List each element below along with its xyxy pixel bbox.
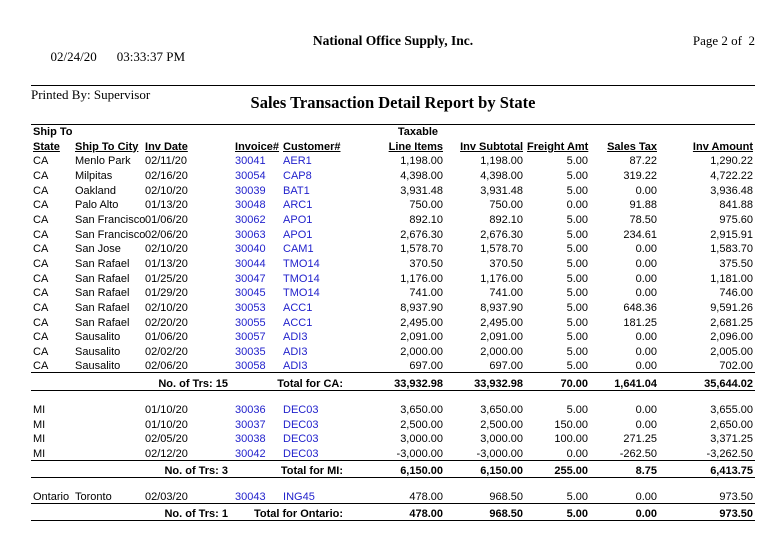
cell-state: CA	[33, 302, 49, 315]
invoice-link[interactable]: 30043	[235, 490, 266, 503]
cell-freight: 5.00	[566, 243, 589, 256]
section-spacer	[31, 390, 755, 401]
table-row	[31, 329, 755, 344]
customer-link[interactable]: DEC03	[283, 447, 319, 460]
cell-tax: 0.00	[635, 258, 658, 270]
cell-tax: 0.00	[635, 184, 658, 197]
cell-subtotal: 2,500.00	[480, 418, 524, 431]
cell-city: Sausalito	[75, 346, 121, 359]
cell-tax: 271.25	[623, 433, 658, 446]
cell-amount: 841.88	[719, 199, 754, 212]
customer-link[interactable]: TMO14	[283, 272, 320, 285]
cell-amount: 746.00	[719, 287, 754, 300]
cell-city	[73, 445, 143, 460]
col-header-state: State	[33, 140, 60, 153]
print-datetime	[31, 33, 246, 81]
cell-state: CA	[33, 360, 49, 373]
cell-tax: 0.00	[635, 243, 658, 256]
cell-subtotal: 3,000.00	[480, 433, 524, 446]
section-total-row	[31, 373, 755, 391]
cell-tax: 0.00	[635, 346, 658, 359]
report-subheader	[31, 86, 755, 122]
cell-state: CA	[33, 331, 49, 344]
cell-subtotal: 2,091.00	[480, 331, 524, 344]
cell-city: Sausalito	[75, 360, 121, 373]
table-row	[31, 226, 755, 241]
cell-subtotal: 3,931.48	[480, 184, 524, 197]
col-header-customer: Customer#	[283, 140, 341, 153]
cell-date: 01/29/20	[145, 287, 188, 300]
cell-freight: 5.00	[566, 490, 589, 503]
company-name: National Office Supply, Inc.	[312, 33, 474, 48]
col-header-taxable: Taxable	[397, 125, 439, 138]
cell-freight: 5.00	[566, 331, 589, 344]
table-row	[31, 182, 755, 197]
print-date: 02/24/20	[50, 49, 97, 64]
col-header-sales-tax: Sales Tax	[607, 140, 658, 153]
total-inv-amount: 35,644.02	[659, 373, 755, 391]
total-line-items: 33,932.98	[345, 373, 445, 391]
col-header-freight: Freight Amt	[527, 140, 589, 153]
invoice-link[interactable]: 30045	[235, 287, 266, 300]
cell-city: Menlo Park	[75, 155, 131, 168]
invoice-link[interactable]: 30040	[235, 243, 266, 256]
cell-line_items: 2,000.00	[400, 346, 444, 359]
cell-subtotal: 2,000.00	[480, 346, 524, 359]
cell-freight: 100.00	[554, 433, 589, 446]
cell-state: MI	[33, 447, 46, 460]
customer-link[interactable]: AER1	[283, 155, 312, 168]
cell-city	[73, 401, 143, 416]
cell-tax: 0.00	[635, 404, 658, 416]
cell-tax: 0.00	[635, 490, 658, 503]
cell-freight: 5.00	[566, 258, 589, 270]
cell-amount: 2,681.25	[710, 316, 754, 329]
table-row	[31, 197, 755, 212]
section-total-row	[31, 460, 755, 478]
customer-link[interactable]: ADI3	[283, 360, 308, 373]
cell-state: MI	[33, 418, 46, 431]
cell-tax: 319.22	[623, 169, 658, 182]
cell-freight: 5.00	[566, 316, 589, 329]
customer-link[interactable]: ARC1	[283, 199, 313, 212]
cell-line_items: 3,000.00	[400, 433, 444, 446]
cell-line_items: 3,650.00	[400, 404, 444, 416]
report-title: Sales Transaction Detail Report by State	[250, 93, 536, 112]
invoice-link[interactable]: 30058	[235, 360, 266, 373]
total-freight: 70.00	[525, 373, 590, 391]
cell-tax: 181.25	[623, 316, 658, 329]
cell-amount: 9,591.26	[710, 302, 754, 315]
cell-freight: 5.00	[566, 184, 589, 197]
cell-date: 02/10/20	[145, 243, 188, 256]
table-row	[31, 314, 755, 329]
cell-amount: 1,181.00	[710, 272, 754, 285]
cell-city: San Rafael	[75, 302, 130, 315]
cell-city: San Rafael	[75, 258, 130, 270]
cell-freight: 150.00	[554, 418, 589, 431]
cell-line_items: 2,500.00	[400, 418, 444, 431]
col-header-city: Ship To City	[75, 140, 139, 153]
page-number: Page 2 of 2	[692, 33, 755, 48]
cell-line_items: 1,578.70	[400, 243, 444, 256]
header-row	[31, 138, 755, 153]
cell-amount: 4,722.22	[710, 169, 754, 182]
cell-date: 02/10/20	[145, 302, 188, 315]
cell-tax: 78.50	[629, 213, 658, 226]
table-row	[31, 241, 755, 256]
cell-line_items: 478.00	[409, 490, 444, 503]
table-row	[31, 343, 755, 358]
cell-date: 02/16/20	[145, 169, 188, 182]
cell-freight: 5.00	[566, 213, 589, 226]
total-freight: 255.00	[525, 460, 590, 478]
cell-tax: 0.00	[635, 331, 658, 344]
cell-state: CA	[33, 184, 49, 197]
invoice-link[interactable]: 30062	[235, 213, 266, 226]
col-header-invoice: Invoice#	[235, 140, 280, 153]
cell-amount: 1,583.70	[710, 243, 754, 256]
customer-link[interactable]: APO1	[283, 228, 313, 241]
cell-state: CA	[33, 346, 49, 359]
table-row	[31, 153, 755, 168]
cell-amount: -3,262.50	[706, 447, 754, 460]
cell-line_items: 1,176.00	[400, 272, 444, 285]
cell-subtotal: -3,000.00	[476, 447, 524, 460]
cell-subtotal: 4,398.00	[480, 169, 524, 182]
cell-state: CA	[33, 258, 49, 270]
cell-tax: 648.36	[623, 302, 658, 315]
section-total-label: Total for MI:	[233, 460, 345, 478]
cell-date: 01/13/20	[145, 258, 188, 270]
invoice-link[interactable]: 30036	[235, 404, 266, 416]
table-row	[31, 416, 755, 431]
cell-line_items: -3,000.00	[396, 447, 444, 460]
cell-date: 02/12/20	[145, 447, 188, 460]
cell-state: CA	[33, 155, 49, 168]
total-subtotal: 968.50	[445, 503, 525, 521]
col-header-ship-to: Ship To	[33, 125, 73, 138]
cell-subtotal: 2,676.30	[480, 228, 524, 241]
cell-line_items: 750.00	[409, 199, 444, 212]
report-table	[31, 124, 755, 521]
cell-line_items: 8,937.90	[400, 302, 444, 315]
cell-line_items: 697.00	[409, 360, 444, 373]
total-line-items: 6,150.00	[345, 460, 445, 478]
table-row	[31, 489, 755, 504]
cell-city	[73, 416, 143, 431]
customer-link[interactable]: DEC03	[283, 433, 319, 446]
customer-link[interactable]: BAT1	[283, 184, 310, 197]
cell-subtotal: 3,650.00	[480, 404, 524, 416]
cell-subtotal: 1,578.70	[480, 243, 524, 256]
cell-date: 02/03/20	[145, 490, 188, 503]
invoice-link[interactable]: 30035	[235, 346, 266, 359]
table-row	[31, 211, 755, 226]
cell-line_items: 370.50	[409, 258, 444, 270]
table-row	[31, 358, 755, 373]
cell-amount: 2,096.00	[710, 331, 754, 344]
total-sales-tax: 0.00	[590, 503, 659, 521]
cell-subtotal: 8,937.90	[480, 302, 524, 315]
customer-link[interactable]: ACC1	[283, 316, 313, 329]
cell-state: CA	[33, 243, 49, 256]
cell-amount: 1,290.22	[710, 155, 754, 168]
cell-amount: 2,650.00	[710, 418, 754, 431]
cell-freight: 0.00	[566, 199, 589, 212]
transaction-count: No. of Trs: 15	[73, 373, 233, 391]
cell-tax: 234.61	[623, 228, 658, 241]
cell-line_items: 3,931.48	[400, 184, 444, 197]
cell-state: MI	[33, 433, 46, 446]
cell-line_items: 2,091.00	[400, 331, 444, 344]
invoice-link[interactable]: 30044	[235, 258, 266, 270]
cell-subtotal: 1,198.00	[480, 155, 524, 168]
cell-amount: 375.50	[719, 258, 754, 270]
cell-subtotal: 741.00	[489, 287, 524, 300]
cell-amount: 3,655.00	[710, 404, 754, 416]
cell-date: 02/10/20	[145, 184, 188, 197]
invoice-link[interactable]: 30054	[235, 169, 266, 182]
cell-tax: 91.88	[629, 199, 658, 212]
table-row	[31, 299, 755, 314]
col-header-inv-amount: Inv Amount	[692, 140, 754, 153]
table-row	[31, 401, 755, 416]
customer-link[interactable]: CAP8	[283, 169, 312, 182]
cell-amount: 2,915.91	[710, 228, 754, 241]
section-total-row	[31, 503, 755, 521]
cell-city: Oakland	[75, 184, 116, 197]
cell-subtotal: 697.00	[489, 360, 524, 373]
cell-city: San Rafael	[75, 316, 130, 329]
cell-line_items: 2,676.30	[400, 228, 444, 241]
cell-state: CA	[33, 272, 49, 285]
cell-city: San Francisco	[75, 228, 146, 241]
total-freight: 5.00	[525, 503, 590, 521]
cell-tax: 0.00	[635, 272, 658, 285]
cell-city: Palo Alto	[75, 199, 119, 212]
cell-state: CA	[33, 287, 49, 300]
cell-amount: 3,936.48	[710, 184, 754, 197]
customer-link[interactable]: TMO14	[283, 287, 320, 300]
cell-state: CA	[33, 169, 49, 182]
cell-subtotal: 968.50	[489, 490, 524, 503]
cell-freight: 5.00	[566, 272, 589, 285]
col-header-line-items: Line Items	[388, 140, 444, 153]
cell-date: 01/06/20	[145, 331, 188, 344]
cell-date: 02/06/20	[145, 228, 188, 241]
customer-link[interactable]: DEC03	[283, 418, 319, 431]
cell-tax: 0.00	[635, 360, 658, 373]
cell-state: MI	[33, 404, 46, 416]
cell-freight: 5.00	[566, 169, 589, 182]
cell-amount: 973.50	[719, 490, 754, 503]
transaction-count: No. of Trs: 1	[73, 503, 233, 521]
table-row	[31, 270, 755, 285]
customer-link[interactable]: TMO14	[283, 258, 320, 270]
cell-amount: 2,005.00	[710, 346, 754, 359]
cell-line_items: 2,495.00	[400, 316, 444, 329]
total-sales-tax: 8.75	[590, 460, 659, 478]
section-spacer	[31, 478, 755, 489]
invoice-link[interactable]: 30042	[235, 447, 266, 460]
cell-city: San Rafael	[75, 272, 130, 285]
invoice-link[interactable]: 30041	[235, 155, 266, 168]
total-subtotal: 33,932.98	[445, 373, 525, 391]
table-row	[31, 255, 755, 270]
cell-city	[73, 431, 143, 446]
invoice-link[interactable]: 30038	[235, 433, 266, 446]
cell-amount: 702.00	[719, 360, 754, 373]
printed-by-label: Printed By: Supervisor	[31, 87, 151, 102]
cell-date: 02/06/20	[145, 360, 188, 373]
cell-freight: 5.00	[566, 228, 589, 241]
cell-state: CA	[33, 213, 49, 226]
invoice-link[interactable]: 30053	[235, 302, 266, 315]
cell-line_items: 741.00	[409, 287, 444, 300]
cell-city: Sausalito	[75, 331, 121, 344]
invoice-link[interactable]: 30063	[235, 228, 266, 241]
total-subtotal: 6,150.00	[445, 460, 525, 478]
cell-date: 02/02/20	[145, 346, 188, 359]
invoice-link[interactable]: 30057	[235, 331, 266, 344]
cell-subtotal: 2,495.00	[480, 316, 524, 329]
table-row	[31, 431, 755, 446]
cell-city: San Francisco	[75, 213, 146, 226]
cell-date: 01/13/20	[145, 199, 188, 212]
cell-city: San Jose	[75, 243, 121, 256]
section-total-label: Total for Ontario:	[233, 503, 345, 521]
cell-state: CA	[33, 228, 49, 241]
invoice-link[interactable]: 30048	[235, 199, 266, 212]
cell-line_items: 892.10	[409, 213, 444, 226]
invoice-link[interactable]: 30047	[235, 272, 266, 285]
invoice-link[interactable]: 30039	[235, 184, 266, 197]
cell-date: 01/10/20	[145, 418, 188, 431]
table-row	[31, 285, 755, 300]
cell-state: Ontario	[33, 490, 70, 503]
cell-freight: 0.00	[566, 447, 589, 460]
cell-tax: 87.22	[629, 155, 658, 168]
cell-freight: 5.00	[566, 302, 589, 315]
total-inv-amount: 6,413.75	[659, 460, 755, 478]
cell-city: San Rafael	[75, 287, 130, 300]
col-header-inv-date: Inv Date	[145, 140, 188, 153]
cell-freight: 5.00	[566, 287, 589, 300]
cell-subtotal: 892.10	[489, 213, 524, 226]
cell-freight: 5.00	[566, 155, 589, 168]
cell-date: 01/10/20	[145, 404, 188, 416]
customer-link[interactable]: DEC03	[283, 404, 319, 416]
cell-date: 02/20/20	[145, 316, 188, 329]
cell-subtotal: 1,176.00	[480, 272, 524, 285]
customer-link[interactable]: ADI3	[283, 331, 308, 344]
cell-subtotal: 750.00	[489, 199, 524, 212]
table-row	[31, 167, 755, 182]
col-header-inv-subtotal: Inv Subtotal	[460, 140, 524, 153]
cell-date: 01/25/20	[145, 272, 188, 285]
cell-date: 02/05/20	[145, 433, 188, 446]
cell-subtotal: 370.50	[489, 258, 524, 270]
customer-link[interactable]: CAM1	[283, 243, 314, 256]
print-time: 03:33:37 PM	[116, 49, 185, 64]
page-header	[31, 33, 755, 85]
customer-link[interactable]: ACC1	[283, 302, 313, 315]
cell-date: 01/06/20	[145, 213, 188, 226]
cell-tax: -262.50	[619, 447, 658, 460]
customer-link[interactable]: ING45	[283, 490, 315, 503]
cell-freight: 5.00	[566, 360, 589, 373]
total-sales-tax: 1,641.04	[590, 373, 659, 391]
cell-state: CA	[33, 316, 49, 329]
customer-link[interactable]: APO1	[283, 213, 313, 226]
cell-amount: 975.60	[719, 213, 754, 226]
invoice-link[interactable]: 30037	[235, 418, 266, 431]
cell-freight: 5.00	[566, 346, 589, 359]
transaction-count: No. of Trs: 3	[73, 460, 233, 478]
cell-state: CA	[33, 199, 49, 212]
section-total-label: Total for CA:	[233, 373, 345, 391]
cell-city: Milpitas	[75, 169, 113, 182]
cell-date: 02/11/20	[145, 155, 188, 168]
total-line-items: 478.00	[345, 503, 445, 521]
table-row	[31, 445, 755, 460]
cell-amount: 3,371.25	[710, 433, 754, 446]
cell-line_items: 1,198.00	[400, 155, 444, 168]
customer-link[interactable]: ADI3	[283, 346, 308, 359]
cell-line_items: 4,398.00	[400, 169, 444, 182]
cell-tax: 0.00	[635, 287, 658, 300]
total-inv-amount: 973.50	[659, 503, 755, 521]
header-row-group	[31, 125, 755, 138]
cell-freight: 5.00	[566, 404, 589, 416]
cell-tax: 0.00	[635, 418, 658, 431]
invoice-link[interactable]: 30055	[235, 316, 266, 329]
cell-city: Toronto	[75, 490, 112, 503]
